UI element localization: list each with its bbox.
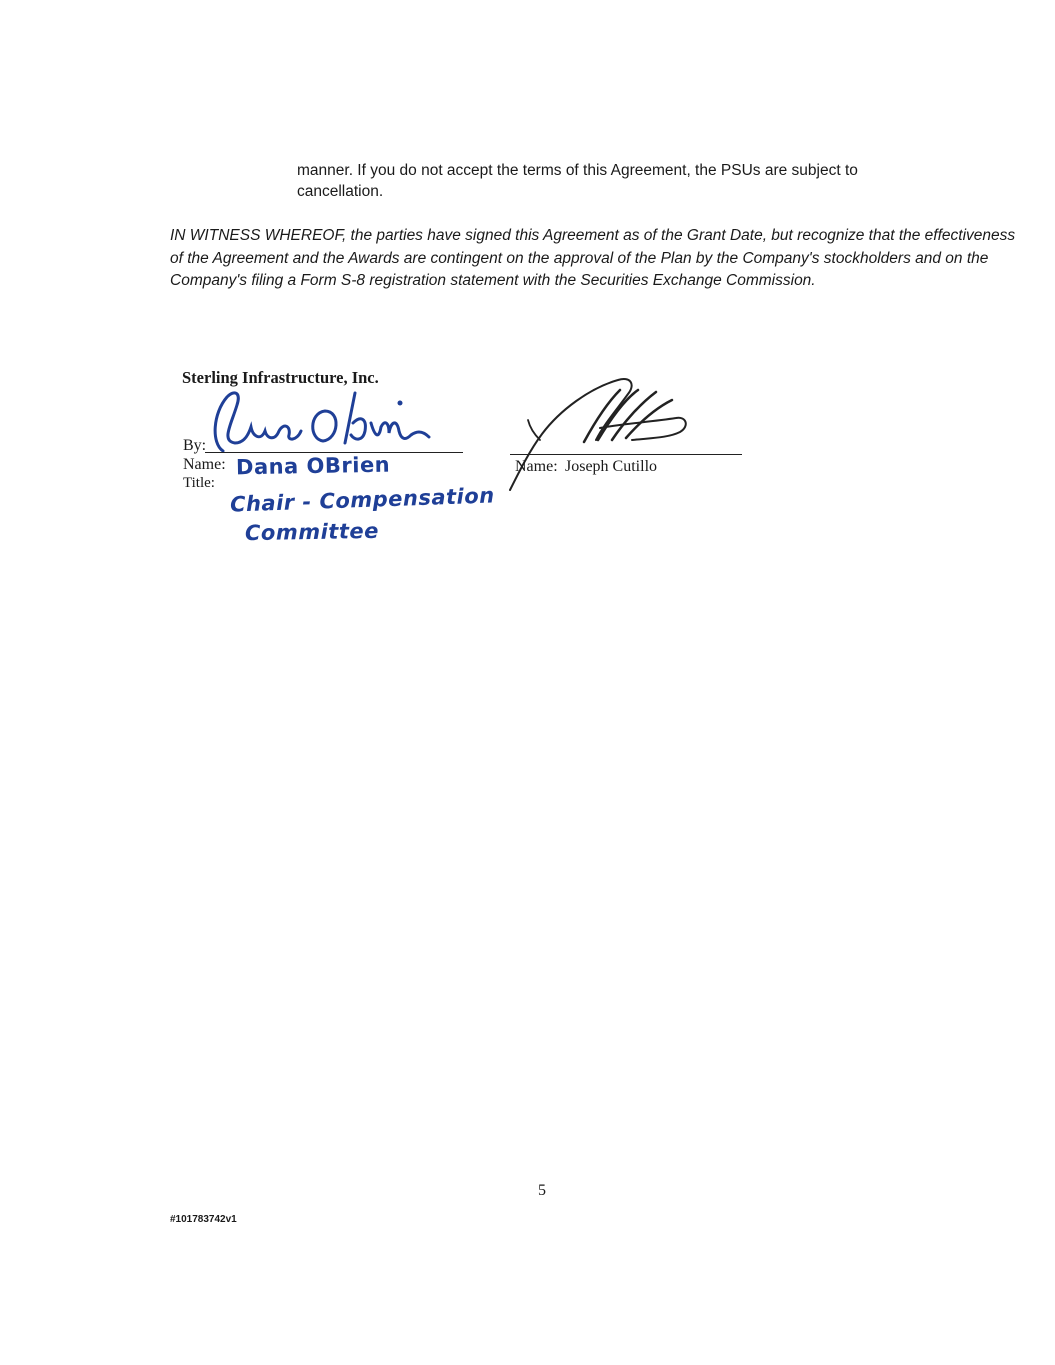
right-signature-line xyxy=(510,454,742,455)
joseph-cutillo-signature xyxy=(500,370,700,495)
name-label-left: Name: xyxy=(183,456,226,473)
witness-paragraph: IN WITNESS WHEREOF, the parties have signed this Agreement as of the Grant Date, but recognize that the effectiveness of the Agreement and the Awards are contingent on the approval of the Plan by the Company's stockholders and on the Company's filing a Form S-8 registration statement with the Securities Exchange Commission. xyxy=(170,227,1016,289)
title-label: Title: xyxy=(183,475,215,491)
company-name: Sterling Infrastructure, Inc. xyxy=(182,368,379,387)
page-number: 5 xyxy=(538,1182,546,1199)
right-signatory-name: Joseph Cutillo xyxy=(565,458,658,475)
name-label-right: Name: xyxy=(515,458,558,475)
dana-obrien-signature xyxy=(205,383,445,455)
acceptance-paragraph: manner. If you do not accept the terms of this Agreement, the PSUs are subject to cancellation. xyxy=(297,162,858,200)
handwritten-title-line1: Chair - Compensation xyxy=(229,483,495,517)
handwritten-title-line2: Committee xyxy=(244,518,380,546)
document-id: #101783742v1 xyxy=(170,1214,237,1225)
by-label: By: xyxy=(183,437,207,454)
handwritten-name: Dana OBrien xyxy=(235,452,391,480)
